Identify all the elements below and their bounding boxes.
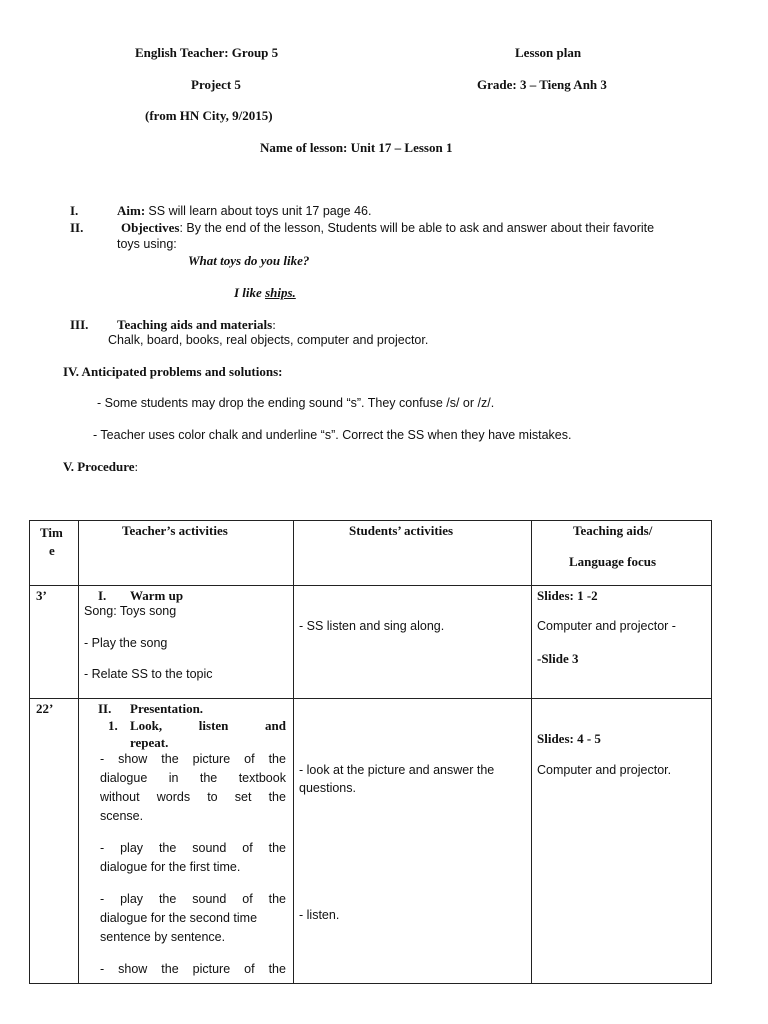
row2-word: - bbox=[100, 962, 105, 976]
row2-word: in bbox=[168, 771, 179, 785]
row1-section-number: I. bbox=[98, 588, 107, 603]
row2-sub-word: and bbox=[265, 718, 286, 733]
header-time-a: Tim bbox=[40, 525, 63, 540]
row2-teacher-a4: scense. bbox=[100, 809, 144, 823]
aim-number: I. bbox=[70, 203, 79, 218]
row2-teacher-b2: dialogue for the first time. bbox=[100, 860, 241, 874]
header-aids-b: Language focus bbox=[569, 554, 657, 569]
row2-word: play bbox=[120, 892, 144, 906]
aids-heading bbox=[117, 317, 276, 333]
row2-word: sound bbox=[192, 892, 227, 906]
row2-time bbox=[30, 699, 79, 984]
aim-label: Aim: bbox=[117, 203, 146, 218]
doc-type: Lesson plan bbox=[515, 45, 582, 60]
row2-word: sound bbox=[192, 841, 227, 855]
row2-word: picture bbox=[192, 752, 231, 766]
row2-word: the bbox=[158, 841, 177, 855]
row2-word: the bbox=[199, 771, 218, 785]
row2-sub-number: 1. bbox=[108, 718, 118, 733]
teacher-group: English Teacher: Group 5 bbox=[135, 45, 279, 60]
row2-section-title: Presentation. bbox=[130, 701, 204, 716]
row2-word: play bbox=[120, 841, 144, 855]
row2-teacher-a3 bbox=[100, 790, 286, 804]
header-students bbox=[294, 521, 532, 586]
aids-label: Teaching aids and materials bbox=[117, 317, 273, 332]
row2-section-number: II. bbox=[98, 701, 112, 716]
table-row bbox=[30, 699, 712, 984]
table-header-row bbox=[30, 521, 712, 586]
grade-label: Grade: 3 – Tieng Anh 3 bbox=[477, 77, 607, 92]
row1-teacher bbox=[79, 586, 294, 699]
row2-word: words bbox=[156, 790, 191, 804]
procedure-label: V. Procedure bbox=[63, 459, 135, 474]
row2-word: show bbox=[118, 752, 148, 766]
procedure-table bbox=[29, 520, 712, 984]
target-answer-prefix: I like bbox=[234, 285, 266, 300]
row2-word: of bbox=[242, 841, 253, 855]
row2-word: the bbox=[268, 962, 286, 976]
row2-word: - bbox=[100, 841, 105, 855]
row2-word: to bbox=[207, 790, 218, 804]
row2-teacher-a2 bbox=[100, 771, 286, 785]
row1-students-1: - SS listen and sing along. bbox=[299, 619, 445, 633]
objectives-number: II. bbox=[70, 220, 84, 235]
aim-text: SS will learn about toys unit 17 page 46. bbox=[148, 204, 372, 218]
row2-students bbox=[294, 699, 532, 984]
row2-word: of bbox=[244, 962, 255, 976]
problem-1: - Some students may drop the ending sound “s”. They confuse /s/ or /z/. bbox=[97, 396, 495, 410]
row2-word: - bbox=[100, 892, 105, 906]
header-time bbox=[30, 521, 79, 586]
row2-teacher bbox=[79, 699, 294, 984]
row2-aids bbox=[532, 699, 712, 984]
row2-word: the bbox=[268, 790, 286, 804]
lesson-name: Name of lesson: Unit 17 – Lesson 1 bbox=[260, 140, 453, 155]
row2-word: the bbox=[161, 962, 179, 976]
row2-word: of bbox=[244, 752, 255, 766]
row2-word: of bbox=[242, 892, 253, 906]
header-time-b: e bbox=[49, 543, 55, 558]
row2-sub-word: Look, bbox=[130, 718, 163, 733]
project-label: Project 5 bbox=[191, 77, 241, 92]
row1-teacher-2: - Play the song bbox=[84, 636, 168, 650]
row2-word: show bbox=[118, 962, 148, 976]
target-answer-word: ships. bbox=[265, 285, 296, 300]
row2-word: set bbox=[234, 790, 252, 804]
aim-line bbox=[117, 203, 371, 219]
row1-teacher-1: Song: Toys song bbox=[84, 604, 177, 618]
row1-teacher-3: - Relate SS to the topic bbox=[84, 667, 213, 681]
problem-2: - Teacher uses color chalk and underline “s”. Correct the SS when they have mistakes. bbox=[93, 428, 572, 442]
objectives-text-2: toys using: bbox=[117, 237, 177, 251]
row2-teacher-c1 bbox=[100, 892, 286, 906]
row2-teacher-b1 bbox=[100, 841, 286, 855]
row2-word: picture bbox=[192, 962, 231, 976]
row2-word: the bbox=[158, 892, 177, 906]
row1-students bbox=[294, 586, 532, 699]
row2-sub-word: listen bbox=[198, 718, 229, 733]
aids-number: III. bbox=[70, 317, 89, 332]
row1-aids bbox=[532, 586, 712, 699]
row2-aids-2: Computer and projector. bbox=[537, 763, 672, 777]
row2-teacher-c2: dialogue for the second time bbox=[100, 911, 258, 925]
source-label: (from HN City, 9/2015) bbox=[145, 108, 273, 123]
objectives-label: Objectives bbox=[121, 220, 180, 235]
header-teacher bbox=[79, 521, 294, 586]
row2-word: the bbox=[268, 752, 286, 766]
row1-aids-3: -Slide 3 bbox=[537, 651, 579, 666]
row2-teacher-a1 bbox=[100, 752, 286, 766]
row2-sub-title-2: repeat. bbox=[130, 735, 169, 750]
objectives-text-1: : By the end of the lesson, Students will be able to ask and answer about their favorite bbox=[179, 221, 655, 235]
row2-word: dialogue bbox=[100, 771, 148, 785]
row1-aids-1: Slides: 1 -2 bbox=[537, 588, 598, 603]
header-aids-a: Teaching aids/ bbox=[573, 523, 653, 538]
row2-teacher-c3: sentence by sentence. bbox=[100, 930, 226, 944]
row2-teacher-d1 bbox=[100, 962, 286, 976]
row1-section-title: Warm up bbox=[130, 588, 184, 603]
row2-word: the bbox=[161, 752, 179, 766]
row2-sub-title-1 bbox=[130, 718, 286, 734]
header-students-label: Students’ activities bbox=[349, 523, 454, 538]
row2-students-1: - look at the picture and answer the bbox=[299, 763, 495, 777]
header-aids bbox=[532, 521, 712, 586]
problems-title: IV. Anticipated problems and solutions: bbox=[63, 364, 283, 379]
target-answer bbox=[234, 285, 296, 301]
procedure-colon: : bbox=[134, 459, 139, 474]
table-row bbox=[30, 586, 712, 699]
aids-colon: : bbox=[272, 317, 276, 332]
row2-word: the bbox=[268, 892, 286, 906]
row2-word: textbook bbox=[238, 771, 286, 785]
row1-aids-2: Computer and projector - bbox=[537, 619, 676, 633]
row2-word: without bbox=[100, 790, 140, 804]
aids-text: Chalk, board, books, real objects, computer and projector. bbox=[108, 333, 429, 347]
row1-time bbox=[30, 586, 79, 699]
row1-time-value: 3’ bbox=[36, 588, 47, 603]
header-teacher-label: Teacher’s activities bbox=[122, 523, 228, 538]
target-question: What toys do you like? bbox=[188, 253, 310, 268]
row2-students-2: questions. bbox=[299, 781, 356, 795]
row2-time-value: 22’ bbox=[36, 701, 54, 716]
objectives-line-1 bbox=[121, 220, 654, 236]
row2-aids-1: Slides: 4 - 5 bbox=[537, 731, 601, 746]
row2-word: the bbox=[268, 841, 286, 855]
procedure-title bbox=[63, 459, 138, 475]
row2-students-3: - listen. bbox=[299, 908, 340, 922]
row2-word: - bbox=[100, 752, 105, 766]
